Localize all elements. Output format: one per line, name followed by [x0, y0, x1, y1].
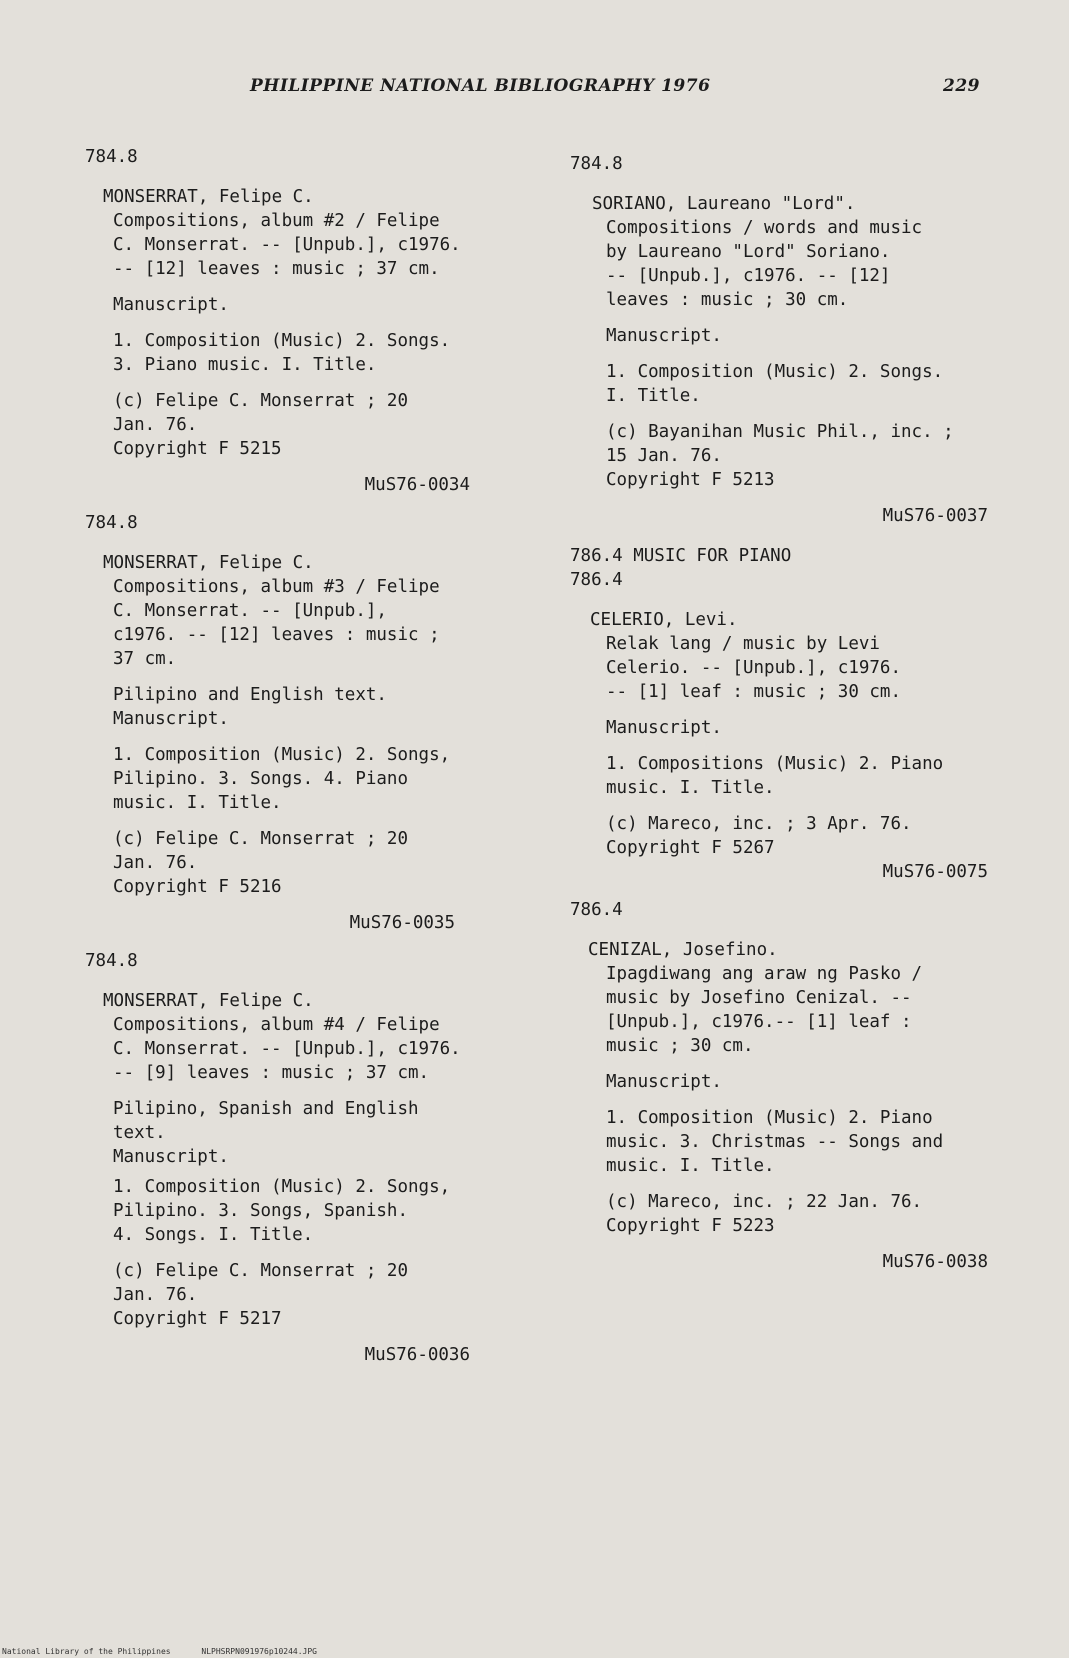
- class-number: 784.8: [85, 147, 138, 167]
- class-number: 784.8: [570, 154, 623, 174]
- control-number: MuS76-0075: [882, 862, 988, 882]
- catalog-entry: [570, 544, 1008, 884]
- subject-headings: 1. Composition (Music) 2. Piano music. 3. Christmas -- Songs and music. I. Title.: [606, 1108, 944, 1176]
- notes: Pilipino, Spanish and English text. Manuscript.: [113, 1099, 419, 1167]
- copyright-info: (c) Mareco, inc. ; 3 Apr. 76. Copyright F 5267: [606, 814, 912, 858]
- scan-footer: [2, 1647, 343, 1656]
- title-block: Compositions, album #2 / Felipe C. Monserrat. -- [Unpub.], c1976. -- [12] leaves : music ; 37 cm.: [113, 211, 461, 279]
- class-number: 786.4: [570, 570, 623, 590]
- page-title: PHILIPPINE NATIONAL BIBLIOGRAPHY 1976: [250, 76, 711, 96]
- control-number: MuS76-0036: [364, 1345, 470, 1365]
- entry-heading: MONSERRAT, Felipe C.: [103, 553, 314, 573]
- section-heading: 786.4 MUSIC FOR PIANO: [570, 546, 792, 566]
- control-number: MuS76-0037: [882, 506, 988, 526]
- class-number: 786.4: [570, 900, 623, 920]
- left-column: [85, 145, 515, 1367]
- entry-heading: CELERIO, Levi.: [590, 610, 738, 630]
- title-block: Relak lang / music by Levi Celerio. -- [Unpub.], c1976. -- [1] leaf : music ; 30 cm.: [606, 634, 902, 702]
- notes: Manuscript.: [606, 1072, 722, 1092]
- entry-heading: MONSERRAT, Felipe C.: [103, 187, 314, 207]
- subject-headings: 1. Composition (Music) 2. Songs, Pilipino. 3. Songs. 4. Piano music. I. Title.: [113, 745, 451, 813]
- copyright-info: (c) Felipe C. Monserrat ; 20 Jan. 76. Copyright F 5215: [113, 391, 409, 459]
- right-column: [570, 152, 1008, 1274]
- title-block: Compositions / words and music by Laureano "Lord" Soriano. -- [Unpub.], c1976. -- [12] leaves : music ; 30 cm.: [606, 218, 923, 310]
- notes: Manuscript.: [606, 718, 722, 738]
- title-block: Ipagdiwang ang araw ng Pasko / music by Josefino Cenizal. -- [Unpub.], c1976.-- [1] leaf : music ; 30 cm.: [606, 964, 923, 1056]
- library-credit: National Library of the Philippines: [2, 1647, 171, 1656]
- subject-headings: 1. Compositions (Music) 2. Piano music. I. Title.: [606, 754, 944, 798]
- class-number: 784.8: [85, 951, 138, 971]
- class-number: 784.8: [85, 513, 138, 533]
- control-number: MuS76-0035: [349, 913, 455, 933]
- subject-headings: 1. Composition (Music) 2. Songs. 3. Piano music. I. Title.: [113, 331, 451, 375]
- page-number: 229: [943, 76, 980, 96]
- notes: Manuscript.: [113, 295, 229, 315]
- file-name: NLPHSRPN091976p10244.JPG: [201, 1647, 317, 1656]
- catalog-entry: [85, 145, 515, 497]
- copyright-info: (c) Felipe C. Monserrat ; 20 Jan. 76. Copyright F 5217: [113, 1261, 409, 1329]
- entry-heading: SORIANO, Laureano "Lord".: [592, 194, 856, 214]
- catalog-entry: [570, 152, 1008, 528]
- title-block: Compositions, album #3 / Felipe C. Monserrat. -- [Unpub.], c1976. -- [12] leaves : music ; 37 cm.: [113, 577, 440, 669]
- catalog-entry: [570, 898, 1008, 1274]
- notes: Pilipino and English text. Manuscript.: [113, 685, 387, 729]
- notes: Manuscript.: [606, 326, 722, 346]
- control-number: MuS76-0038: [882, 1252, 988, 1272]
- entry-heading: CENIZAL, Josefino.: [588, 940, 778, 960]
- page-header: [250, 76, 980, 104]
- catalog-entry: [85, 511, 515, 935]
- control-number: MuS76-0034: [364, 475, 470, 495]
- copyright-info: (c) Bayanihan Music Phil., inc. ; 15 Jan. 76. Copyright F 5213: [606, 422, 954, 490]
- subject-headings: 1. Composition (Music) 2. Songs. I. Title.: [606, 362, 944, 406]
- copyright-info: (c) Mareco, inc. ; 22 Jan. 76. Copyright F 5223: [606, 1192, 923, 1236]
- title-block: Compositions, album #4 / Felipe C. Monserrat. -- [Unpub.], c1976. -- [9] leaves : music ; 37 cm.: [113, 1015, 461, 1083]
- catalog-entry: [85, 949, 515, 1367]
- entry-heading: MONSERRAT, Felipe C.: [103, 991, 314, 1011]
- copyright-info: (c) Felipe C. Monserrat ; 20 Jan. 76. Copyright F 5216: [113, 829, 409, 897]
- subject-headings: 1. Composition (Music) 2. Songs, Pilipino. 3. Songs, Spanish. 4. Songs. I. Title.: [113, 1177, 451, 1245]
